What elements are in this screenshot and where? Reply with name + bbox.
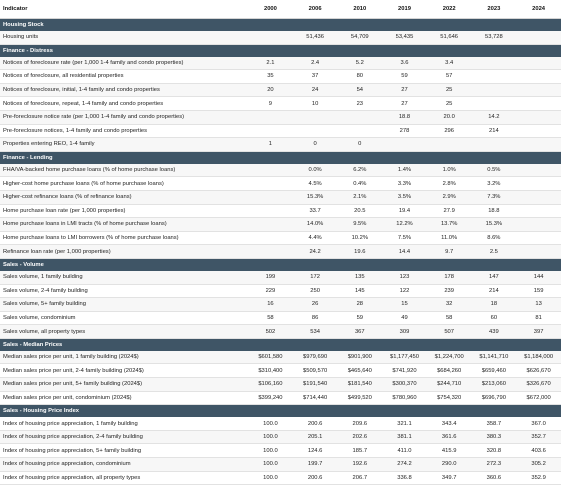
value-cell: 123	[382, 271, 427, 284]
value-cell: 25	[427, 97, 472, 111]
value-cell	[472, 83, 517, 97]
value-cell: 12.2%	[382, 218, 427, 232]
table-row	[0, 97, 561, 111]
value-cell: 15.3%	[472, 218, 517, 232]
value-cell: 86	[293, 311, 338, 325]
value-cell: 360.6	[472, 471, 517, 485]
value-cell: 135	[337, 271, 382, 284]
table-header	[0, 0, 561, 19]
value-cell: 14.4	[382, 245, 427, 259]
value-cell	[248, 110, 293, 124]
value-cell: 2.4	[293, 57, 338, 70]
indicator-label: Index of housing price appreciation, condominium	[0, 458, 248, 472]
value-cell: 20.0	[427, 110, 472, 124]
value-cell: 100.0	[248, 471, 293, 485]
value-cell: 534	[293, 325, 338, 339]
value-cell: 200.6	[293, 471, 338, 485]
value-cell: 309	[382, 325, 427, 339]
year-column-header[interactable]: 2024	[516, 0, 561, 19]
value-cell	[293, 110, 338, 124]
value-cell	[516, 164, 561, 177]
value-cell: 57	[427, 70, 472, 84]
section-header-row	[0, 405, 561, 418]
value-cell: 3.4	[427, 57, 472, 70]
value-cell: 18	[472, 298, 517, 312]
value-cell	[516, 204, 561, 218]
value-cell: 32	[427, 298, 472, 312]
value-cell: 336.8	[382, 471, 427, 485]
value-cell: 15.3%	[293, 190, 338, 204]
value-cell: 16	[248, 298, 293, 312]
value-cell	[516, 83, 561, 97]
value-cell: 49	[382, 311, 427, 325]
indicator-label: Home purchase loan rate (per 1,000 properties)	[0, 204, 248, 218]
value-cell: 296	[427, 124, 472, 138]
value-cell: 9.7	[427, 245, 472, 259]
value-cell: 100.0	[248, 444, 293, 458]
table-row	[0, 444, 561, 458]
value-cell	[516, 231, 561, 245]
value-cell: 321.1	[382, 417, 427, 430]
value-cell: $191,540	[293, 378, 338, 392]
value-cell: $399,240	[248, 391, 293, 405]
table-row	[0, 417, 561, 430]
table-body	[0, 19, 561, 485]
header-row	[0, 0, 561, 19]
value-cell: 290.0	[427, 458, 472, 472]
value-cell: 81	[516, 311, 561, 325]
table-row	[0, 325, 561, 339]
indicator-label: Notices of foreclosure, all residential properties	[0, 70, 248, 84]
value-cell: 239	[427, 284, 472, 298]
value-cell: $714,440	[293, 391, 338, 405]
value-cell: 209.6	[337, 417, 382, 430]
value-cell: 53,728	[472, 31, 517, 44]
value-cell: 59	[337, 311, 382, 325]
value-cell: 2.5	[472, 245, 517, 259]
value-cell: 23	[337, 97, 382, 111]
indicator-label: Sales volume, 1 family building	[0, 271, 248, 284]
table-row	[0, 271, 561, 284]
value-cell: 172	[293, 271, 338, 284]
table-row	[0, 471, 561, 485]
value-cell	[337, 124, 382, 138]
value-cell: 124.6	[293, 444, 338, 458]
indicator-label: Sales volume, condominium	[0, 311, 248, 325]
value-cell	[516, 70, 561, 84]
value-cell: 19.4	[382, 204, 427, 218]
value-cell: 9.5%	[337, 218, 382, 232]
table-row	[0, 204, 561, 218]
value-cell: 3.6	[382, 57, 427, 70]
table-row	[0, 31, 561, 44]
value-cell: 206.7	[337, 471, 382, 485]
value-cell	[248, 164, 293, 177]
value-cell: 343.4	[427, 417, 472, 430]
value-cell	[337, 110, 382, 124]
value-cell: 7.3%	[472, 190, 517, 204]
value-cell	[472, 70, 517, 84]
table-row	[0, 124, 561, 138]
value-cell	[516, 97, 561, 111]
value-cell: 27	[382, 83, 427, 97]
value-cell: 10	[293, 97, 338, 111]
value-cell: 122	[382, 284, 427, 298]
indicator-label: Pre-foreclosure notices, 1-4 family and condo properties	[0, 124, 248, 138]
value-cell: 305.2	[516, 458, 561, 472]
indicator-label: Median sales price per unit, condominium (2024$)	[0, 391, 248, 405]
value-cell: 18.8	[472, 204, 517, 218]
indicator-label: Sales volume, all property types	[0, 325, 248, 339]
value-cell: 58	[427, 311, 472, 325]
value-cell	[516, 177, 561, 191]
value-cell: 352.7	[516, 430, 561, 444]
value-cell	[516, 57, 561, 70]
section-title: Housing Stock	[0, 19, 561, 32]
value-cell: 33.7	[293, 204, 338, 218]
value-cell: 19.6	[337, 245, 382, 259]
value-cell: 54,709	[337, 31, 382, 44]
table-row	[0, 190, 561, 204]
value-cell: $696,790	[472, 391, 517, 405]
indicator-label: Median sales price per unit, 5+ family building (2024$)	[0, 378, 248, 392]
value-cell: 24.2	[293, 245, 338, 259]
section-title: Sales - Volume	[0, 258, 561, 271]
value-cell: $244,710	[427, 378, 472, 392]
value-cell: 20	[248, 83, 293, 97]
value-cell: 192.6	[337, 458, 382, 472]
value-cell: 37	[293, 70, 338, 84]
value-cell	[516, 218, 561, 232]
value-cell: 11.0%	[427, 231, 472, 245]
indicator-label: Median sales price per unit, 1 family building (2024$)	[0, 351, 248, 364]
table-row	[0, 245, 561, 259]
value-cell: 20.5	[337, 204, 382, 218]
value-cell: 3.3%	[382, 177, 427, 191]
indicator-label: Higher-cost home purchase loans (% of home purchase loans)	[0, 177, 248, 191]
value-cell	[516, 110, 561, 124]
value-cell: 380.3	[472, 430, 517, 444]
indicator-label: Sales volume, 2-4 family building	[0, 284, 248, 298]
value-cell: 202.6	[337, 430, 382, 444]
value-cell: 59	[382, 70, 427, 84]
table-row	[0, 70, 561, 84]
value-cell	[472, 57, 517, 70]
value-cell: 229	[248, 284, 293, 298]
value-cell: 14.0%	[293, 218, 338, 232]
value-cell: $626,670	[516, 364, 561, 378]
value-cell: 200.6	[293, 417, 338, 430]
value-cell: $1,177,450	[382, 351, 427, 364]
value-cell: 100.0	[248, 430, 293, 444]
value-cell: $672,000	[516, 391, 561, 405]
value-cell	[516, 245, 561, 259]
table-row	[0, 57, 561, 70]
value-cell: 214	[472, 284, 517, 298]
value-cell: $741,920	[382, 364, 427, 378]
value-cell	[248, 124, 293, 138]
value-cell: 0	[293, 138, 338, 152]
value-cell: $509,570	[293, 364, 338, 378]
value-cell: 411.0	[382, 444, 427, 458]
table-row	[0, 284, 561, 298]
value-cell	[248, 177, 293, 191]
value-cell: 415.9	[427, 444, 472, 458]
year-column-header[interactable]: 2019	[382, 0, 427, 19]
table-row	[0, 298, 561, 312]
table-row	[0, 458, 561, 472]
value-cell: 9	[248, 97, 293, 111]
table-row	[0, 391, 561, 405]
value-cell: 1.4%	[382, 164, 427, 177]
table-row	[0, 231, 561, 245]
value-cell: 100.0	[248, 417, 293, 430]
value-cell: 2.1	[248, 57, 293, 70]
value-cell: 27	[382, 97, 427, 111]
value-cell	[248, 31, 293, 44]
indicator-label: Notices of foreclosure rate (per 1,000 1-4 family and condo properties)	[0, 57, 248, 70]
value-cell: 144	[516, 271, 561, 284]
value-cell: 80	[337, 70, 382, 84]
value-cell	[516, 124, 561, 138]
value-cell: 60	[472, 311, 517, 325]
value-cell: 0	[337, 138, 382, 152]
indicator-label: Index of housing price appreciation, 2-4 family building	[0, 430, 248, 444]
indicator-label: Index of housing price appreciation, 1 family building	[0, 417, 248, 430]
indicator-label: Refinance loan rate (per 1,000 properties)	[0, 245, 248, 259]
indicator-label: FHA/VA-backed home purchase loans (% of home purchase loans)	[0, 164, 248, 177]
value-cell: 25	[427, 83, 472, 97]
value-cell: 58	[248, 311, 293, 325]
value-cell: 349.7	[427, 471, 472, 485]
year-column-header[interactable]: 2000	[248, 0, 293, 19]
table-row	[0, 311, 561, 325]
table-row	[0, 138, 561, 152]
value-cell: 272.3	[472, 458, 517, 472]
table-row	[0, 351, 561, 364]
value-cell: 13	[516, 298, 561, 312]
value-cell: 0.4%	[337, 177, 382, 191]
indicator-label: Index of housing price appreciation, all property types	[0, 471, 248, 485]
value-cell: $213,060	[472, 378, 517, 392]
section-header-row	[0, 19, 561, 32]
indicator-label: Pre-foreclosure notice rate (per 1,000 1-4 family and condo properties)	[0, 110, 248, 124]
value-cell: $1,224,700	[427, 351, 472, 364]
table-row	[0, 110, 561, 124]
value-cell: 397	[516, 325, 561, 339]
value-cell: $754,320	[427, 391, 472, 405]
value-cell: 26	[293, 298, 338, 312]
value-cell: 361.6	[427, 430, 472, 444]
indicator-label: Notices of foreclosure, repeat, 1-4 family and condo properties	[0, 97, 248, 111]
value-cell: $181,540	[337, 378, 382, 392]
value-cell: 7.5%	[382, 231, 427, 245]
value-cell: $310,400	[248, 364, 293, 378]
table-row	[0, 177, 561, 191]
value-cell	[472, 138, 517, 152]
value-cell: 367	[337, 325, 382, 339]
value-cell: 10.2%	[337, 231, 382, 245]
section-header-row	[0, 258, 561, 271]
value-cell: $684,260	[427, 364, 472, 378]
value-cell: 6.2%	[337, 164, 382, 177]
value-cell: 352.9	[516, 471, 561, 485]
value-cell: 53,435	[382, 31, 427, 44]
table-row	[0, 164, 561, 177]
year-column-header[interactable]: 2023	[472, 0, 517, 19]
value-cell: $659,460	[472, 364, 517, 378]
section-title: Sales - Median Prices	[0, 338, 561, 351]
value-cell: 0.0%	[293, 164, 338, 177]
value-cell: 54	[337, 83, 382, 97]
value-cell: 24	[293, 83, 338, 97]
value-cell	[248, 204, 293, 218]
value-cell: 18.8	[382, 110, 427, 124]
table-row	[0, 378, 561, 392]
value-cell: 199.7	[293, 458, 338, 472]
table-row	[0, 218, 561, 232]
value-cell: $465,640	[337, 364, 382, 378]
value-cell: $300,370	[382, 378, 427, 392]
value-cell: 205.1	[293, 430, 338, 444]
value-cell: $326,670	[516, 378, 561, 392]
year-column-header[interactable]: 2010	[337, 0, 382, 19]
value-cell: 439	[472, 325, 517, 339]
value-cell	[248, 231, 293, 245]
indicator-label: Properties entering REO, 1-4 family	[0, 138, 248, 152]
table-row	[0, 83, 561, 97]
value-cell: 4.4%	[293, 231, 338, 245]
value-cell: 358.7	[472, 417, 517, 430]
section-title: Sales - Housing Price Index	[0, 405, 561, 418]
value-cell: $499,520	[337, 391, 382, 405]
section-title: Finance - Lending	[0, 151, 561, 164]
indicator-column-header[interactable]: Indicator	[0, 0, 248, 19]
value-cell: $901,900	[337, 351, 382, 364]
year-column-header[interactable]: 2006	[293, 0, 338, 19]
value-cell: 3.5%	[382, 190, 427, 204]
value-cell: $106,160	[248, 378, 293, 392]
section-header-row	[0, 44, 561, 57]
section-header-row	[0, 338, 561, 351]
value-cell: 4.5%	[293, 177, 338, 191]
indicator-label: Notices of foreclosure, initial, 1-4 family and condo properties	[0, 83, 248, 97]
value-cell	[472, 97, 517, 111]
value-cell: 13.7%	[427, 218, 472, 232]
value-cell: 5.2	[337, 57, 382, 70]
value-cell	[293, 124, 338, 138]
value-cell: $780,960	[382, 391, 427, 405]
section-title: Finance - Distress	[0, 44, 561, 57]
value-cell: 1.0%	[427, 164, 472, 177]
value-cell: 35	[248, 70, 293, 84]
value-cell: $1,184,000	[516, 351, 561, 364]
value-cell: 199	[248, 271, 293, 284]
value-cell	[516, 138, 561, 152]
value-cell: 51,646	[427, 31, 472, 44]
value-cell: $601,580	[248, 351, 293, 364]
value-cell: 147	[472, 271, 517, 284]
value-cell: 2.1%	[337, 190, 382, 204]
value-cell: 100.0	[248, 458, 293, 472]
value-cell	[516, 31, 561, 44]
indicator-label: Sales volume, 5+ family building	[0, 298, 248, 312]
value-cell	[248, 245, 293, 259]
value-cell: 3.2%	[472, 177, 517, 191]
value-cell: 367.0	[516, 417, 561, 430]
value-cell: 14.2	[472, 110, 517, 124]
value-cell: 0.5%	[472, 164, 517, 177]
value-cell: 250	[293, 284, 338, 298]
value-cell	[248, 218, 293, 232]
indicator-label: Higher-cost refinance loans (% of refinance loans)	[0, 190, 248, 204]
value-cell: 51,436	[293, 31, 338, 44]
year-column-header[interactable]: 2022	[427, 0, 472, 19]
value-cell: 381.1	[382, 430, 427, 444]
value-cell	[248, 190, 293, 204]
value-cell: 2.9%	[427, 190, 472, 204]
value-cell: 8.6%	[472, 231, 517, 245]
value-cell: 2.8%	[427, 177, 472, 191]
value-cell: 27.9	[427, 204, 472, 218]
value-cell	[516, 190, 561, 204]
value-cell: 507	[427, 325, 472, 339]
value-cell	[427, 138, 472, 152]
value-cell: 278	[382, 124, 427, 138]
value-cell: 145	[337, 284, 382, 298]
indicator-label: Median sales price per unit, 2-4 family building (2024$)	[0, 364, 248, 378]
table-row	[0, 430, 561, 444]
value-cell: 185.7	[337, 444, 382, 458]
value-cell: 28	[337, 298, 382, 312]
indicator-label: Index of housing price appreciation, 5+ family building	[0, 444, 248, 458]
indicator-label: Housing units	[0, 31, 248, 44]
table-row	[0, 364, 561, 378]
value-cell	[382, 138, 427, 152]
value-cell: 15	[382, 298, 427, 312]
value-cell: 159	[516, 284, 561, 298]
value-cell: 214	[472, 124, 517, 138]
indicator-label: Home purchase loans in LMI tracts (% of home purchase loans)	[0, 218, 248, 232]
value-cell: 320.8	[472, 444, 517, 458]
value-cell: 403.6	[516, 444, 561, 458]
indicator-label: Home purchase loans to LMI borrowers (% of home purchase loans)	[0, 231, 248, 245]
value-cell: 274.2	[382, 458, 427, 472]
section-header-row	[0, 151, 561, 164]
value-cell: $1,141,710	[472, 351, 517, 364]
value-cell: $979,690	[293, 351, 338, 364]
value-cell: 178	[427, 271, 472, 284]
value-cell: 1	[248, 138, 293, 152]
value-cell: 502	[248, 325, 293, 339]
